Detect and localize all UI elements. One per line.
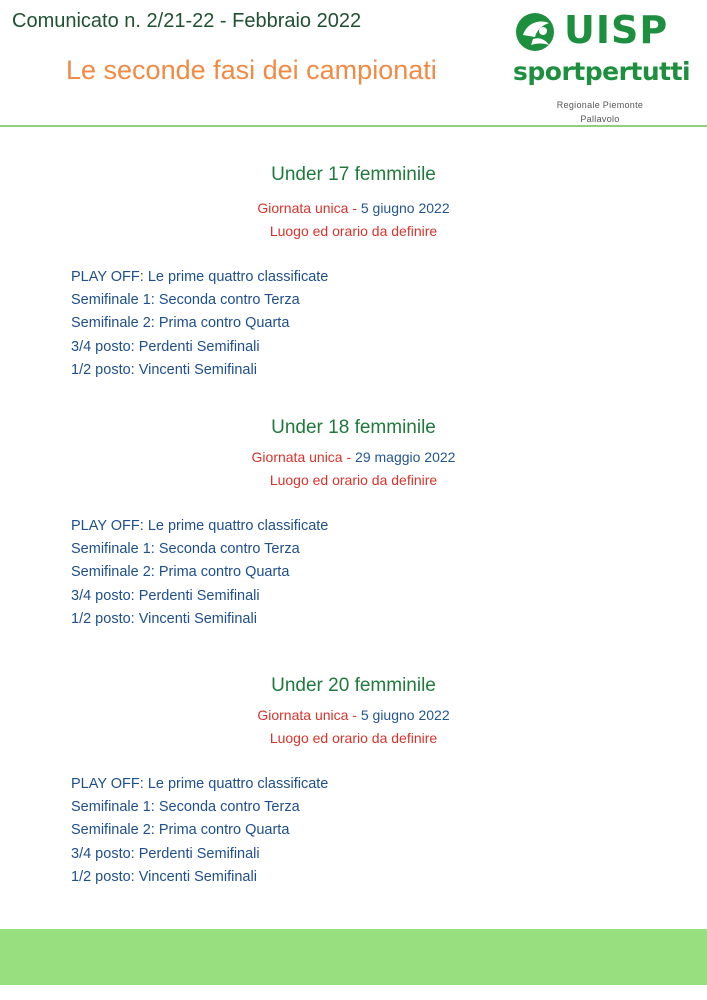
list-item: 1/2 posto: Vincenti Semifinali: [71, 868, 257, 885]
header-divider: [0, 125, 707, 127]
list-item: PLAY OFF: Le prime quattro classificate: [71, 269, 329, 285]
list-item: Semifinale 2: Prima contro Quarta: [71, 315, 290, 332]
detail-list: [71, 773, 328, 889]
list-item: 3/4 posto: Perdenti Semifinali: [71, 845, 260, 862]
list-item: PLAY OFF: Le prime quattro classificate: [71, 776, 329, 792]
document-subtitle: Le seconde fasi dei campionati: [66, 55, 437, 85]
list-item: Semifinale 2: Prima contro Quarta: [71, 822, 290, 839]
section-venue: Luogo ed orario da definire: [269, 472, 438, 488]
footer-band: [0, 929, 707, 985]
list-item: 1/2 posto: Vincenti Semifinali: [71, 361, 257, 378]
uisp-runner-icon: [513, 11, 561, 53]
list-item: Semifinale 1: Seconda contro Terza: [71, 799, 300, 816]
logo-region: Regionale Piemonte: [556, 100, 644, 110]
date-prefix: Giornata unica -: [257, 707, 361, 723]
date-value: 5 giugno 2022: [360, 707, 450, 723]
section-date: [0, 449, 707, 465]
logo-slogan: sportpertutti: [513, 57, 691, 86]
section-title: Under 17 femminile: [271, 164, 436, 185]
list-item: PLAY OFF: Le prime quattro classificate: [71, 518, 329, 534]
date-prefix: Giornata unica -: [251, 449, 356, 465]
detail-list: [71, 515, 328, 631]
section-venue: Luogo ed orario da definire: [269, 223, 438, 239]
detail-list: [71, 266, 328, 382]
list-item: Semifinale 1: Seconda contro Terza: [71, 292, 300, 309]
list-item: Semifinale 1: Seconda contro Terza: [71, 541, 300, 558]
date-value: 5 giugno 2022: [360, 200, 450, 216]
list-item: 1/2 posto: Vincenti Semifinali: [71, 610, 257, 627]
section-title: Under 18 femminile: [271, 417, 436, 438]
list-item: 3/4 posto: Perdenti Semifinali: [71, 587, 260, 604]
logo-wordmark: UISP: [564, 8, 669, 52]
section-date: [0, 707, 707, 723]
list-item: 3/4 posto: Perdenti Semifinali: [71, 338, 260, 355]
list-item: Semifinale 2: Prima contro Quarta: [71, 564, 290, 581]
logo-sport: Pallavolo: [580, 114, 620, 124]
date-prefix: Giornata unica -: [257, 200, 361, 216]
date-value: 29 maggio 2022: [355, 449, 456, 465]
section-title: Under 20 femminile: [271, 675, 436, 696]
section-date: [0, 200, 707, 216]
document-title: Comunicato n. 2/21-22 - Febbraio 2022: [12, 10, 362, 32]
uisp-logo: [510, 8, 690, 126]
section-venue: Luogo ed orario da definire: [269, 730, 438, 746]
